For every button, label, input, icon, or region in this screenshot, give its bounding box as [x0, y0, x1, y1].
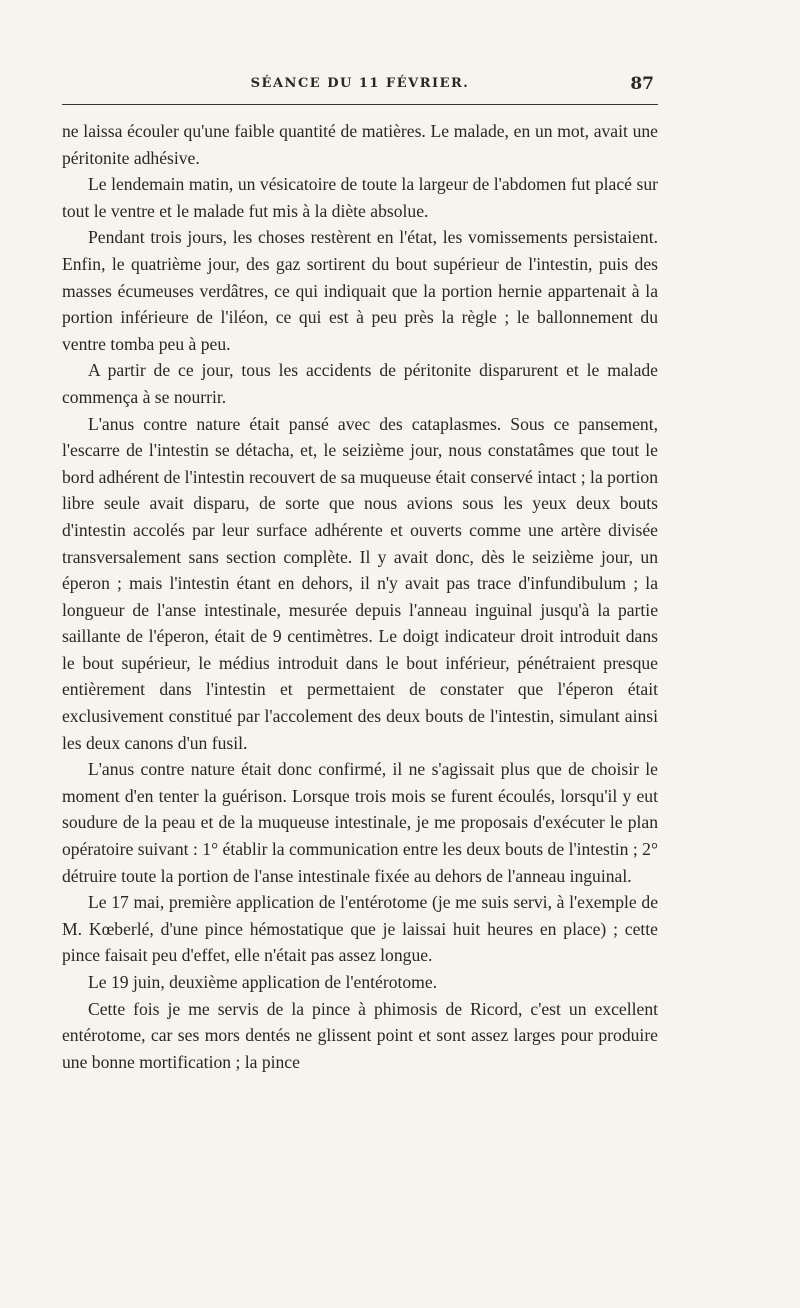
paragraph: Le lendemain matin, un vésicatoire de toute la largeur de l'abdomen fut placé sur tout le ventre et le malade fut mis à la diète absolue.	[62, 174, 658, 221]
paragraph: A partir de ce jour, tous les accidents de péritonite disparurent et le malade commença à se nourrir.	[62, 360, 658, 407]
paragraph: L'anus contre nature était donc confirmé, il ne s'agissait plus que de choisir le moment d'en tenter la guérison. Lorsque trois mois se furent écoulés, lorsqu'il y eut soudure de la peau et de la muqueuse intestinale, je me proposais d'exécuter le plan opératoire suivant : 1° établir la communication entre les deux bouts de l'intestin ; 2° détruire toute la portion de l'anse intestinale fixée au dehors de l'anneau inguinal.	[62, 759, 658, 886]
paragraph: Le 17 mai, première application de l'entérotome (je me suis servi, à l'exemple de M. Kœberlé, d'une pince hémostatique que je laissai huit heures en place) ; cette pince faisait peu d'effet, elle n'était pas assez longue.	[62, 892, 658, 966]
paragraph: Cette fois je me servis de la pince à phimosis de Ricord, c'est un excellent entérotome, car ses mors dentés ne glissent point et sont assez larges pour produire une bonne mortification ; la pince	[62, 998, 658, 1072]
header-rule	[62, 104, 658, 105]
paragraph: ne laissa écouler qu'une faible quantité de matières. Le malade, en un mot, avait une péritonite adhésive.	[62, 121, 658, 168]
body-text	[62, 118, 658, 1075]
running-title: SÉANCE DU 11 FÉVRIER.	[250, 76, 470, 91]
page-number: 87	[630, 74, 654, 94]
paragraph: Le 19 juin, deuxième application de l'entérotome.	[88, 972, 438, 992]
page-header	[62, 76, 658, 100]
paragraph: Pendant trois jours, les choses restèrent en l'état, les vomissements persistaient. Enfin, le quatrième jour, des gaz sortirent du bout supérieur de l'intestin, puis des masses écumeuses verdâtres, ce qui indiquait que la portion hernie appartenait à la portion inférieure de l'iléon, ce qui est à peu près la règle ; le ballonnement du ventre tomba peu à peu.	[62, 227, 658, 354]
paragraph: L'anus contre nature était pansé avec des cataplasmes. Sous ce pansement, l'escarre de l'intestin se détacha, et, le seizième jour, nous constatâmes que tout le bord adhérent de l'intestin recouvert de sa muqueuse était conservé intact ; la portion libre seule avait disparu, de sorte que nous avions sous les yeux deux bouts d'intestin accolés par leur surface adhérente et ouverts comme une artère divisée transversalement sans section complète. Il y avait donc, dès le seizième jour, un éperon ; mais l'intestin étant en dehors, il n'y avait pas trace d'infundibulum ; la longueur de l'anse intestinale, mesurée depuis l'anneau inguinal jusqu'à la partie saillante de l'éperon, était de 9 centimètres. Le doigt indicateur droit introduit dans le bout supérieur, le médius introduit dans le bout inférieur, pénétraient presque entièrement dans l'intestin et permettaient de constater que l'éperon était exclusivement constitué par l'accolement des deux bouts de l'intestin, simulant ainsi les deux canons d'un fusil.	[62, 413, 658, 753]
